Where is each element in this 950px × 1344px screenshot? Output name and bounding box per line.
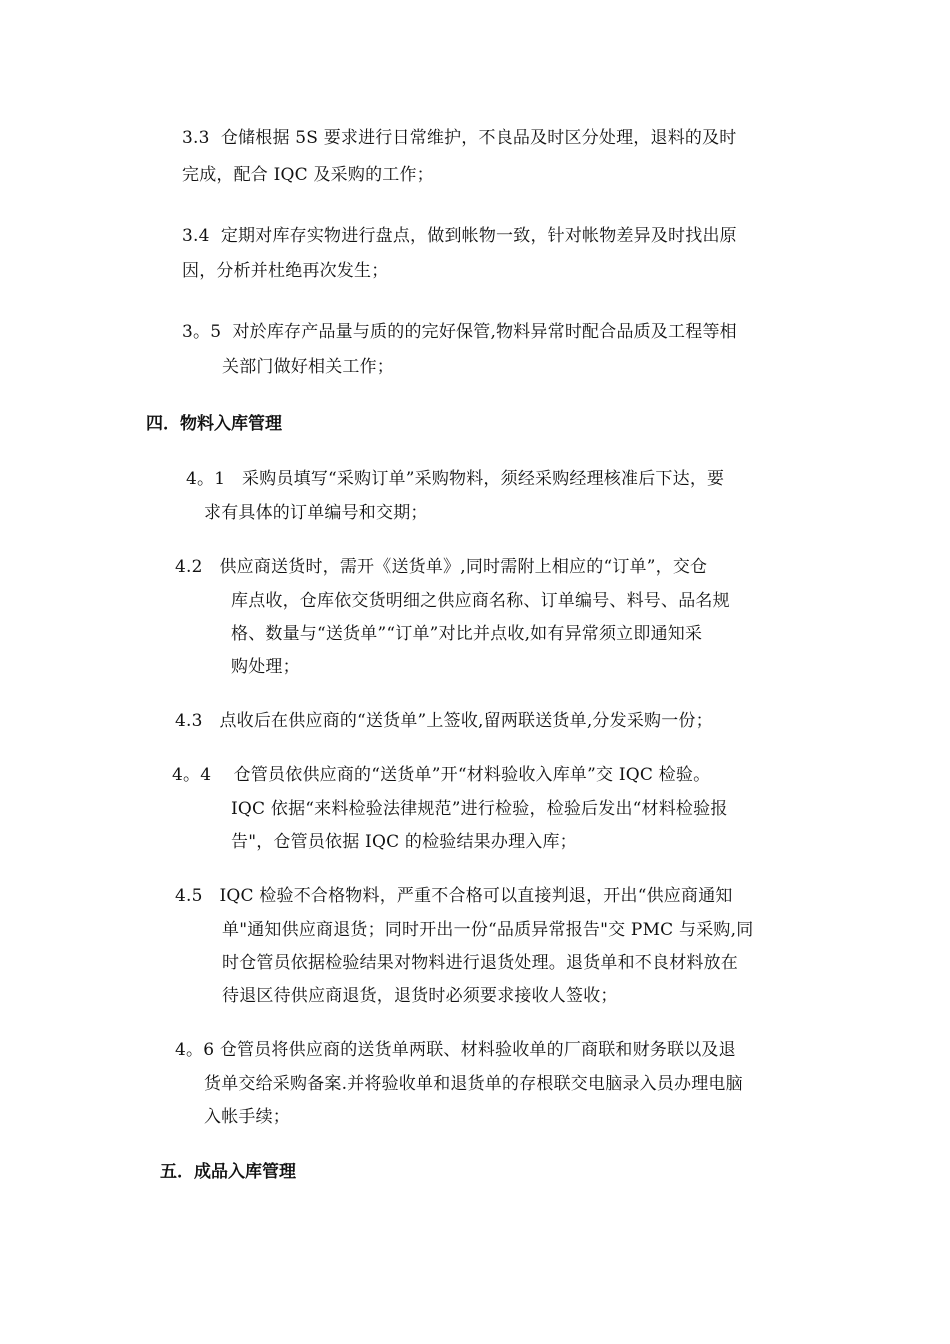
item-4-3-line-1: 4.3 点收后在供应商的“送货单”上签收,留两联送货单,分发采购一份； [175, 711, 713, 731]
item-3-5-line-2: 关部门做好相关工作； [222, 357, 394, 377]
item-3-5-line-1: 3。5 对於库存产品量与质的的完好保管,物料异常时配合品质及工程等相 [182, 322, 737, 342]
item-4-6-line-2: 货单交给采购备案.并将验收单和退货单的存根联交电脑录入员办理电脑 [204, 1074, 743, 1094]
item-3-3-line-1: 3.3 仓储根据 5S 要求进行日常维护，不良品及时区分处理，退料的及时 [182, 128, 737, 148]
item-4-4-line-1: 4。4 仓管员依供应商的“送货单”开“材料验收入库单”交 IQC 检验。 [172, 765, 711, 785]
item-4-4-line-3: 告"，仓管员依据 IQC 的检验结果办理入库； [231, 832, 577, 852]
item-4-5-line-2: 单"通知供应商退货；同时开出一份“品质异常报告"交 PMC 与采购,同 [222, 920, 754, 940]
item-4-5-line-1: 4.5 IQC 检验不合格物料，严重不合格可以直接判退，开出“供应商通知 [175, 886, 733, 906]
item-4-6-line-1: 4。6 仓管员将供应商的送货单两联、材料验收单的厂商联和财务联以及退 [175, 1040, 736, 1060]
item-4-6-line-3: 入帐手续； [204, 1107, 290, 1127]
item-3-4-line-2: 因，分析并杜绝再次发生； [182, 261, 389, 281]
item-3-4-line-1: 3.4 定期对库存实物进行盘点，做到帐物一致，针对帐物差异及时找出原 [182, 226, 737, 246]
item-4-2-line-2: 库点收，仓库依交货明细之供应商名称、订单编号、料号、品名规 [231, 591, 730, 611]
item-4-5-line-4: 待退区待供应商退货，退货时必须要求接收人签收； [222, 986, 618, 1006]
item-4-2-line-4: 购处理； [231, 657, 300, 677]
item-4-4-line-2: IQC 依据“来料检验法律规范”进行检验，检验后发出“材料检验报 [231, 799, 728, 819]
item-3-3-line-2: 完成，配合 IQC 及采购的工作； [182, 165, 434, 185]
item-4-2-line-3: 格、数量与“送货单”“订单”对比并点收,如有异常须立即通知采 [231, 624, 703, 644]
item-4-5-line-3: 时仓管员依据检验结果对物料进行退货处理。退货单和不良材料放在 [222, 953, 738, 973]
item-4-1-line-1: 4。1 采购员填写“采购订单”采购物料，须经采购经理核准后下达，要 [186, 469, 725, 489]
section-4-heading: 四．物料入库管理 [146, 414, 282, 434]
item-4-2-line-1: 4.2 供应商送货时，需开《送货单》,同时需附上相应的“订单”，交仓 [175, 557, 708, 577]
item-4-1-line-2: 求有具体的订单编号和交期； [204, 503, 428, 523]
section-5-heading: 五．成品入库管理 [160, 1162, 296, 1182]
